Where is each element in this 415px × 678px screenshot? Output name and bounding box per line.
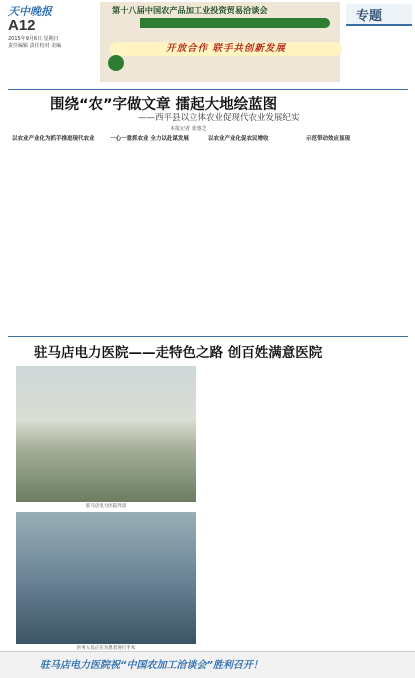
article1-section-2: 一心一意抓农业 全力以赴谋发展 (110, 136, 189, 142)
article1-section-3: 以农业产业化促农民增收 (208, 136, 269, 142)
banner-title: 第十八届中国农产品加工业投资贸易洽谈会 (112, 5, 268, 15)
paper-name: 天中晚报 (8, 5, 52, 18)
photo1-caption: 驻马店电力医院外景 (85, 504, 127, 509)
article1-section-1: 以农业产业化为抓手推进现代农业 (12, 136, 95, 142)
divider (8, 89, 408, 90)
photo2-caption: 医务人员正在为患者进行手术 (76, 646, 136, 651)
banner-slogan: 开放合作 联手共创新发展 (110, 42, 342, 56)
article1-subheadline: ——西平县以立体农业促现代农业发展纪实 (138, 113, 300, 123)
article1-col4 (306, 133, 404, 333)
article1-col1 (12, 133, 104, 333)
article2-headline: 驻马店电力医院——走特色之路 创百姓满意医院 (34, 345, 323, 361)
article1-byline: 本报记者 张惠芝 (170, 126, 207, 132)
page-number: A12 (8, 17, 36, 34)
article2-col1 (204, 366, 302, 646)
masthead (0, 0, 415, 92)
date-line: 2015年9月6日 星期日 (8, 36, 59, 42)
article1-section-4: 示范带动效应显现 (306, 136, 351, 142)
footer-slogan: 驻马店电力医院祝“中国农加工洽谈会”胜利召开！ (40, 660, 263, 671)
banner-ribbon (140, 18, 330, 28)
logo-icon (108, 55, 124, 71)
article2-col2 (306, 366, 404, 646)
article1-col3 (208, 133, 300, 333)
section-label: 专题 (356, 9, 383, 24)
article1-col2 (110, 133, 202, 333)
divider (8, 336, 408, 337)
editor-line: 责任编辑 责任校对 美编 (8, 43, 62, 49)
hospital-exterior-photo (16, 366, 196, 502)
surgery-photo (16, 512, 196, 644)
article1-headline: 围绕“农”字做文章 擂起大地绘蓝图 (50, 97, 278, 113)
